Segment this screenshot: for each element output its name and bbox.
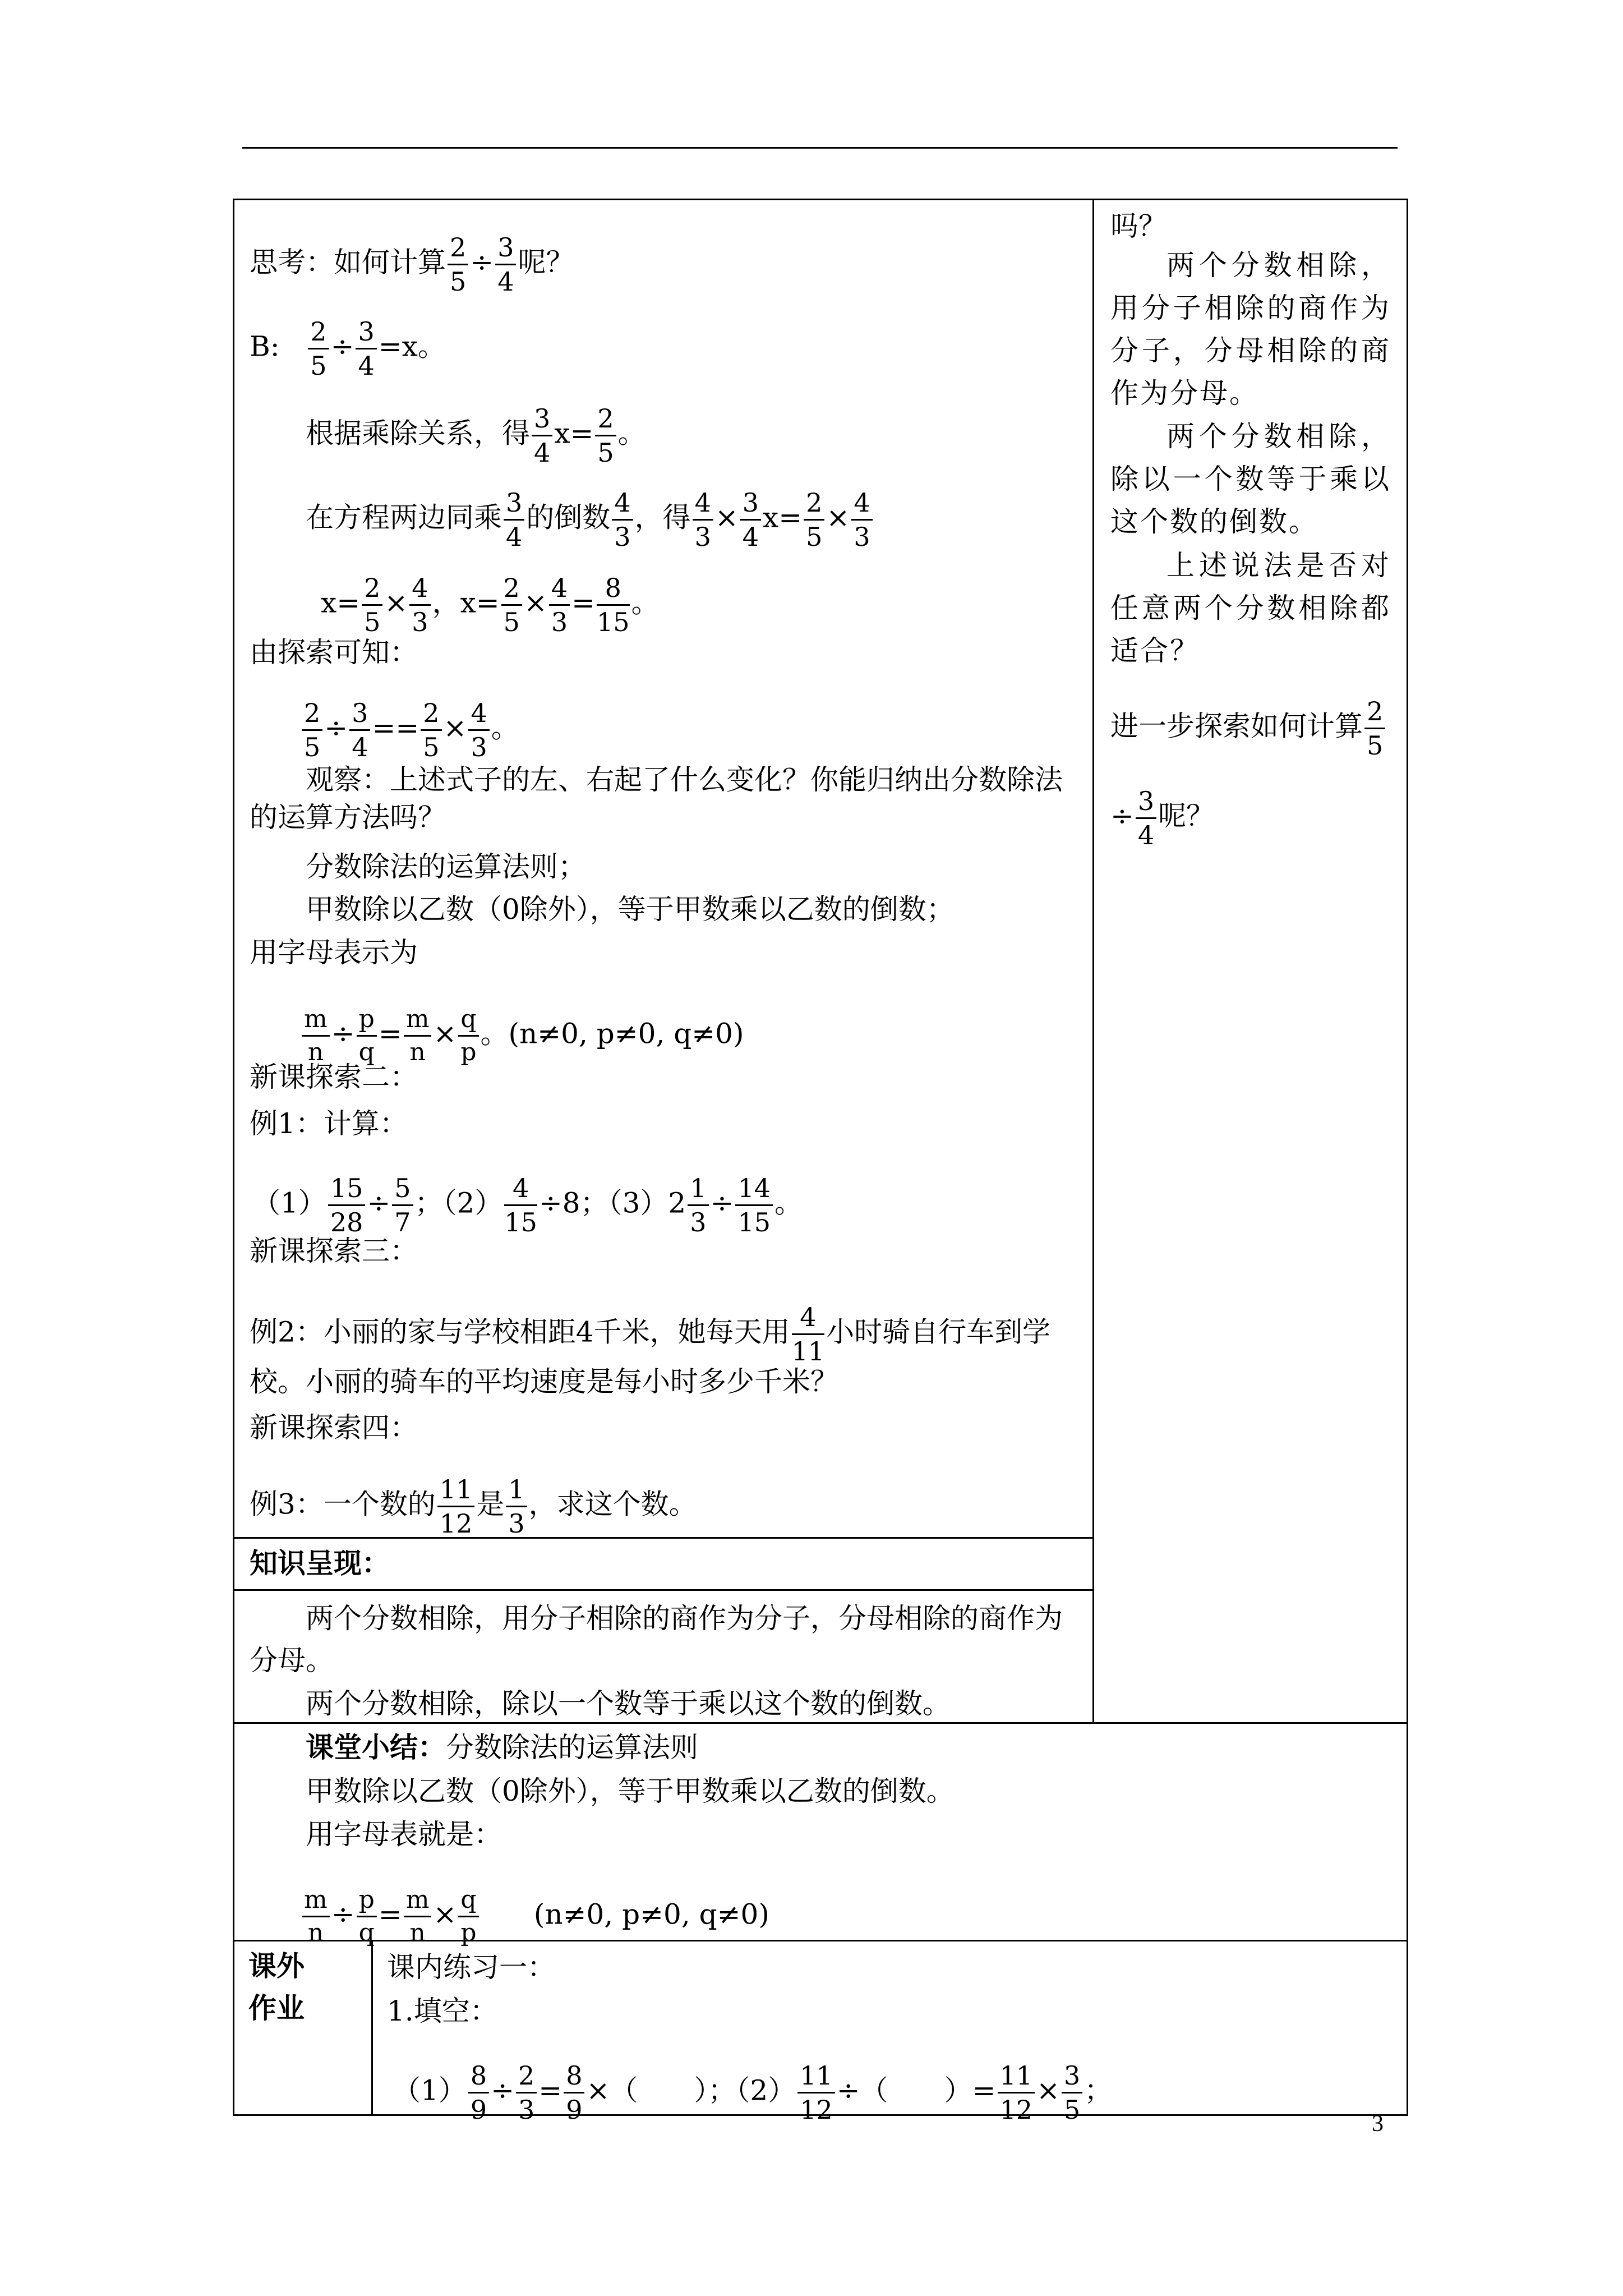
x-line: x= $\frac{2}{5}$ × $\frac{4}{3}$ ，x= $\frac{2}{5}$ × $\frac{4}{3}$ = $\frac{8}{15}$ 。 <box>321 573 660 637</box>
column-divider <box>371 1940 373 2116</box>
letters-equation: $\frac{m}{n}$ ÷ $\frac{p}{q}$ = $\frac{m}{n}$ × $\frac{q}{p}$ 。(n≠0, p≠0, q≠0) <box>300 1007 744 1065</box>
row-divider <box>233 1589 1094 1591</box>
observe-line-2: 的运算方法吗？ <box>250 801 446 834</box>
relation-line: 根据乘除关系，得 $\frac{3}{4}$ x= $\frac{2}{5}$ 。 <box>306 403 646 468</box>
row-divider <box>233 1722 1408 1724</box>
homework-title: 课内练习一： <box>387 1951 555 1984</box>
example-3-line: 例3：一个数的 $\frac{11}{12}$ 是 $\frac{1}{3}$ ，求这个数。 <box>250 1474 697 1539</box>
side-paragraph-2: 两个分数相除，除以一个数等于乘以这个数的倒数。 <box>1110 420 1391 538</box>
explore-3-heading: 新课探索三： <box>250 1235 418 1267</box>
think-line: 思考：如何计算 $\frac{2}{5}$ ÷ $\frac{3}{4}$ 呢？ <box>250 232 574 297</box>
rule-title: 分数除法的运算法则； <box>306 850 586 883</box>
knowledge-line-3: 两个分数相除，除以一个数等于乘以这个数的倒数。 <box>306 1687 951 1720</box>
explore-2-heading: 新课探索二： <box>250 1061 418 1093</box>
side-question-end: 吗？ <box>1110 210 1166 242</box>
summary-title: 课堂小结：分数除法的运算法则 <box>306 1731 698 1764</box>
explore-4-heading: 新课探索四： <box>250 1411 418 1444</box>
equation-line: 在方程两边同乘 $\frac{3}{4}$ 的倒数 $\frac{4}{3}$ ，得 $\frac{4}{3}$ × $\frac{3}{4}$ x= $\frac{2}{5}$ × $\frac{4}{3}$ <box>306 490 874 550</box>
example-2-line-2: 校。小丽的骑车的平均速度是每小时多少千米？ <box>250 1365 838 1398</box>
side-paragraph-4a: 进一步探索如何计算 $\frac{2}{5}$ <box>1110 698 1387 758</box>
observe-line-1: 观察：上述式子的左、右起了什么变化？你能归纳出分数除法 <box>306 763 1063 796</box>
example-1-problems: （1） $\frac{15}{28}$ ÷ $\frac{5}{7}$ ；（2） $\frac{4}{15}$ ÷8；（3）2 $\frac{1}{3}$ ÷ $\frac{14}{15}$ 。 <box>252 1173 803 1237</box>
page-number: 3 <box>1372 2111 1384 2137</box>
knowledge-line-1: 两个分数相除，用分子相除的商作为分子，分母相除的商作为 <box>306 1602 1063 1635</box>
header-rule <box>242 147 1398 149</box>
homework-label-2: 作业 <box>248 1991 305 2024</box>
letters-title: 用字母表示为 <box>250 936 418 969</box>
rule-text: 甲数除以乙数（0除外），等于甲数乘以乙数的倒数； <box>306 893 955 926</box>
homework-question-1: 1.填空： <box>387 1995 498 2027</box>
summary-letters: 用字母表就是： <box>306 1818 502 1851</box>
inferred-equation: $\frac{2}{5}$ ÷ $\frac{3}{4}$ == $\frac{2}{5}$ × $\frac{4}{3}$ 。 <box>300 700 519 760</box>
summary-equation: $\frac{m}{n}$ ÷ $\frac{p}{q}$ = $\frac{m}{n}$ × $\frac{q}{p}$ (n≠0, p≠0, q≠0) <box>300 1888 769 1945</box>
b-line: B: $\frac{2}{5}$ ÷ $\frac{3}{4}$ =x。 <box>250 316 446 381</box>
homework-question-1-items: （1） $\frac{8}{9}$ ÷ $\frac{2}{3}$ = $\frac{8}{9}$ ×（ ）；（2） $\frac{11}{12}$ ÷（ ）= $\frac{11}{12}$ × $\frac{3}{5}$ ； <box>393 2060 1113 2125</box>
side-paragraph-4b: ÷ $\frac{3}{4}$ 呢？ <box>1110 786 1215 850</box>
example-1-heading: 例1：计算： <box>250 1107 408 1140</box>
example-2-line-1: 例2：小丽的家与学校相距4千米，她每天用 $\frac{4}{11}$ 小时骑自行车到学 <box>250 1302 1051 1366</box>
homework-label-1: 课外 <box>248 1949 305 1982</box>
column-divider <box>1092 199 1094 1723</box>
summary-rule: 甲数除以乙数（0除外），等于甲数乘以乙数的倒数。 <box>306 1775 955 1807</box>
row-divider <box>233 1537 1094 1539</box>
inferred-label: 由探索可知： <box>250 636 418 669</box>
side-paragraph-1: 两个分数相除，用分子相除的商作为分子，分母相除的商作为分母。 <box>1110 249 1391 409</box>
knowledge-title: 知识呈现： <box>250 1547 390 1580</box>
knowledge-line-2: 分母。 <box>250 1644 334 1677</box>
side-paragraph-3: 上述说法是否对任意两个分数相除都适合？ <box>1110 549 1391 667</box>
